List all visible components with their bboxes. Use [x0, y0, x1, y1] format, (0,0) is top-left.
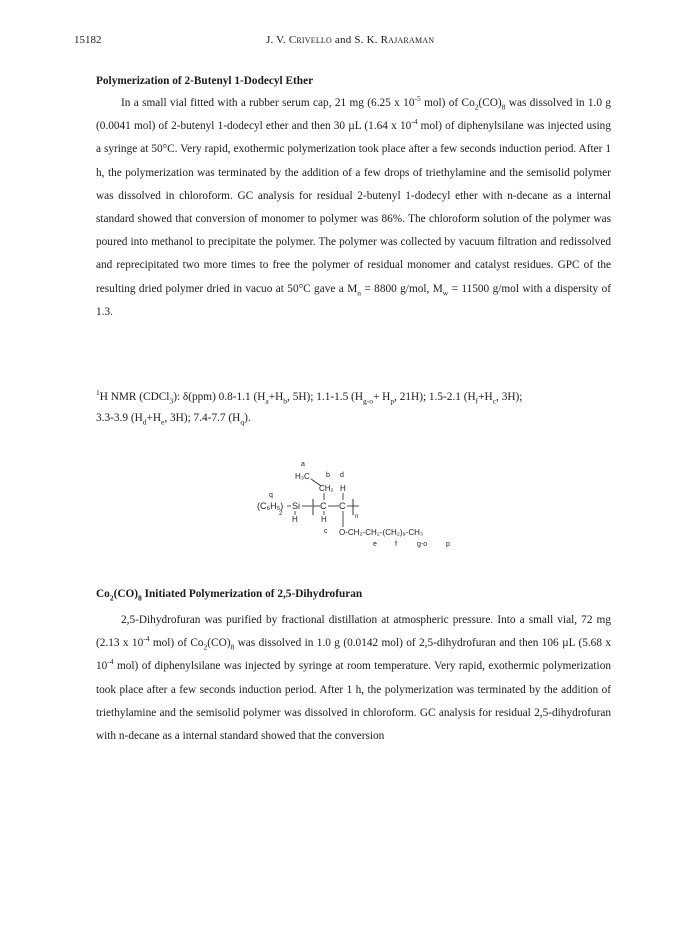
chemical-structure [255, 457, 475, 572]
h-top: H [340, 484, 346, 493]
page-header [74, 34, 619, 50]
section-2 [96, 586, 611, 748]
carbon-c: C [320, 501, 327, 511]
phenyl-group: (C₆H₅) [257, 501, 284, 511]
label-q: q [269, 492, 273, 499]
ch2-group: CH₂ [319, 484, 334, 493]
h3c-group: H₃C [295, 472, 310, 481]
section-1-heading: Polymerization of 2-Butenyl 1-Dodecyl Ether [96, 75, 314, 87]
label-c: c [324, 528, 328, 535]
running-head [266, 34, 434, 46]
author-1: Crivello [288, 34, 332, 46]
label-e: e [373, 541, 377, 548]
label-g-o: g-o [417, 541, 428, 548]
label-d: d [340, 472, 344, 479]
carbon-d: C [339, 501, 346, 511]
label-a: a [301, 461, 305, 468]
page-number: 15182 [74, 34, 102, 46]
section-1 [96, 73, 611, 324]
label-b: b [326, 472, 330, 479]
author-initials-1: J. V. [266, 34, 289, 46]
and-word: and [331, 34, 355, 46]
label-f: f [395, 541, 397, 548]
subscript-2: 2 [279, 511, 283, 517]
author-2: Rajaraman [380, 34, 435, 46]
nmr-data: $^1$H NMR (CDCl$_3$): δ(ppm) 0.8-1.1 ($H_a+H_b$, 5H); 1.1-1.5 ($H_{g-o}+ H_p$, 21H); 1.5-2.1 ($H_f+H_c$, 3H); 3.3-3.9 ($H_d+H_e$, 3H); 7.4-7.7 $(H_q)$. [96, 388, 523, 427]
ether-chain: O-CH₂-CH₂-(CH₂)₉-CH₃ [339, 528, 424, 537]
repeat-n: n [355, 514, 359, 520]
h-si: H [292, 515, 298, 524]
section-2-heading: $Co_2(CO)_8$ Initiated Polymerization of 2,5-Dihydrofuran [96, 588, 363, 603]
label-p: p [446, 541, 450, 548]
h-c: H [321, 515, 327, 524]
section-2-paragraph: 2,5-Dihydrofuran was purified by fractional distillation at atmospheric pressure. Into a small vial, 72 mg (2.13 x $10^{-4}$ mol) of $Co_2(CO)_8$ was dissolved in 1.0 g (0.0142 mol) of 2,5-dihydrofuran and then 106 µL (5.68 x $10^{-4}$ mol) of diphenylsilane was injected by syringe at room temperature. Very rapid, exothermic polymerization took place after a few seconds induction period. After 1 h, the polymerization was terminated by the addition of triethylamine and the semisolid polymer was dissolved in chloroform. GC analysis for residual 2,5-dihydrofuran with n-decane as a internal standard showed that the conversion [96, 614, 611, 743]
author-initials-2: S. K. [354, 34, 381, 46]
si-atom: Si [292, 501, 301, 511]
section-1-paragraph: In a small vial fitted with a rubber serum cap, 21 mg (6.25 x $10^{-5}$ mol) of $Co_2(CO)_8$ was dissolved in 1.0 g (0.0041 mol) of 2-butenyl 1-dodecyl ether and then 30 µL (1.64 x $10^{-4}$ mol) of diphenylsilane was injected using a syringe at 50°C. Very rapid, exothermic polymerization took place after a few seconds induction period. After 1 h, the polymerization was terminated by the addition of a few drops of triethylamine and the semisolid polymer was dissolved in chloroform. GC analysis for residual 2-butenyl 1-dodecyl ether with n-decane as a internal standard showed that conversion of monomer to polymer was 86%. The chloroform solution of the polymer was poured into methanol to precipitate the polymer. The polymer was collected by vacuum filtration and redissolved and reprecipitated two more times to free the polymer of residual monomer and catalyst residues. GPC of the resulting dried polymer dried in vacuo at 50°C gave a $M_n = 8800$ g/mol, $M_w = 11500$ g/mol with a dispersity of 1.3. [96, 94, 612, 318]
polymer-structure-diagram [255, 457, 475, 572]
